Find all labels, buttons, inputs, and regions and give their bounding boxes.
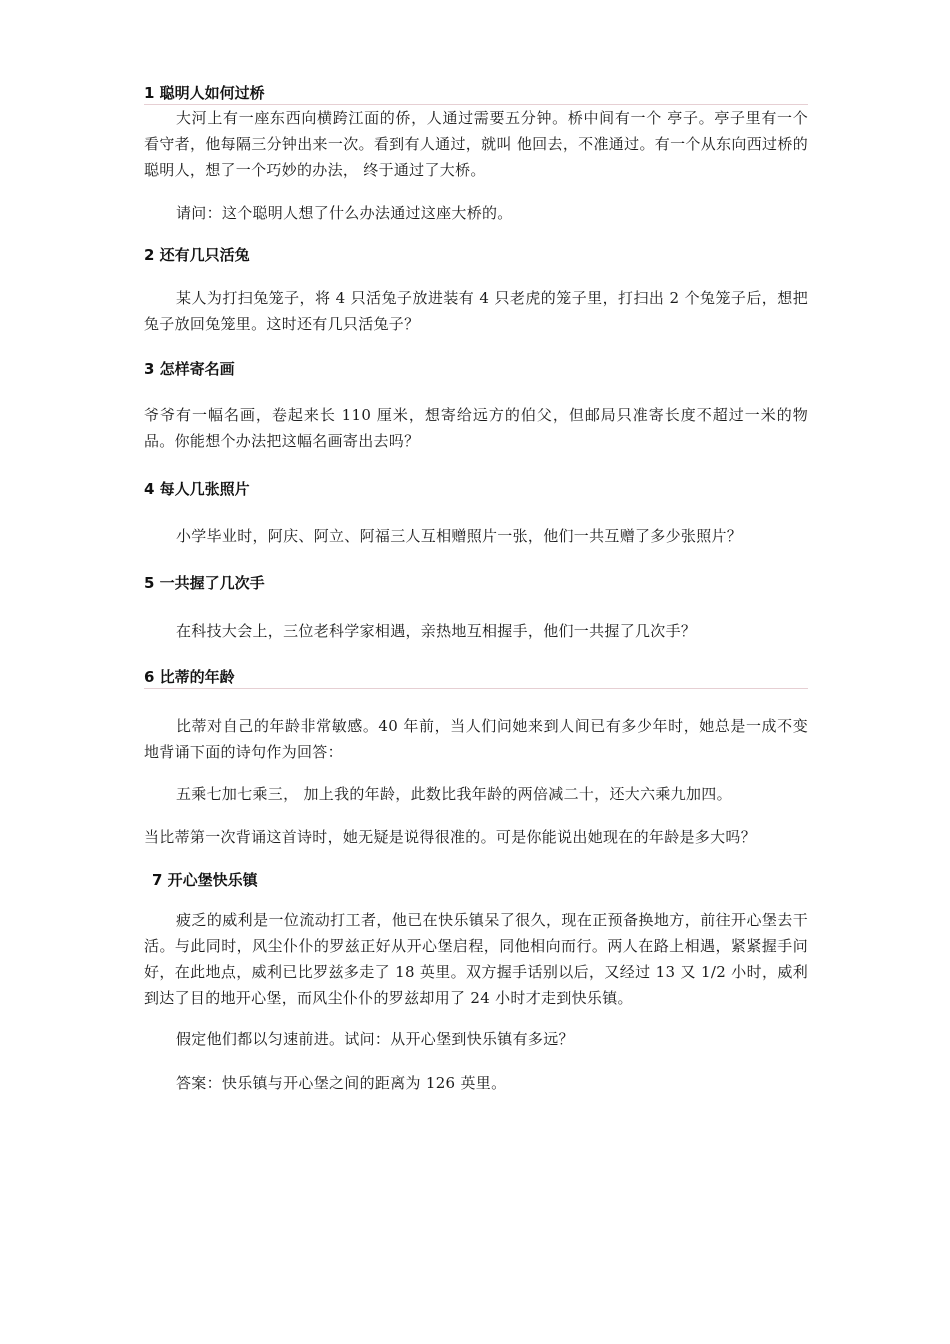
section-5-paragraph-1: 在科技大会上，三位老科学家相遇，亲热地互相握手，他们一共握了几次手？ [176,622,697,640]
section-5-heading: 5 一共握了几次手 [144,574,265,592]
section-6-paragraph-3: 当比蒂第一次背诵这首诗时，她无疑是说得很准的。可是你能说出她现在的年龄是多大吗？ [144,828,757,846]
section-6-paragraph-2: 五乘七加七乘三， 加上我的年龄，此数比我年龄的两倍减二十，还大六乘九加四。 [176,785,732,803]
section-3-paragraph-1: 爷爷有一幅名画，卷起来长 110 厘米，想寄给远方的伯父，但邮局只准寄长度不超过一米的物品。你能想个办法把这幅名画寄出去吗？ [144,406,808,450]
section-6-heading: 6 比蒂的年龄 [144,667,808,689]
section-7-heading: 7 开心堡快乐镇 [152,871,258,889]
section-6-paragraph-1: 比蒂对自己的年龄非常敏感。40 年前，当人们问她来到人间已有多少年时，她总是一成不变地背诵下面的诗句作为回答： [144,717,808,761]
section-7-answer: 答案：快乐镇与开心堡之间的距离为 126 英里。 [176,1074,507,1092]
section-2-paragraph-1: 某人为打扫兔笼子，将 4 只活兔子放进装有 4 只老虎的笼子里，打扫出 2 个兔笼子后，想把兔子放回兔笼里。这时还有几只活兔子？ [144,289,808,333]
section-1-heading: 1 聪明人如何过桥 [144,83,808,105]
section-1-paragraph-1: 大河上有一座东西向横跨江面的侨，人通过需要五分钟。桥中间有一个 亭子。亭子里有一个看守者，他每隔三分钟出来一次。看到有人通过，就叫 他回去，不准通过。有一个从东向西过桥的聪明人，想了一个巧妙的办法， 终于通过了大桥。 [144,109,808,179]
section-2-heading: 2 还有几只活兔 [144,246,250,264]
section-7-paragraph-2: 假定他们都以匀速前进。试问：从开心堡到快乐镇有多远？ [176,1030,574,1048]
section-7-paragraph-1: 疲乏的威利是一位流动打工者，他已在快乐镇呆了很久，现在正预备换地方，前往开心堡去干活。与此同时，风尘仆仆的罗兹正好从开心堡启程，同他相向而行。两人在路上相遇，紧紧握手问好，在此地点，威利已比罗兹多走了 18 英里。双方握手话别以后，又经过 13 又 1/2 小时，威利到达了目的地开心堡，而风尘仆仆的罗兹却用了 24 小时才走到快乐镇。 [144,911,808,1007]
section-4-heading: 4 每人几张照片 [144,480,250,498]
section-1-paragraph-2: 请问：这个聪明人想了什么办法通过这座大桥的。 [176,204,513,222]
section-3-heading: 3 怎样寄名画 [144,360,235,378]
section-4-paragraph-1: 小学毕业时，阿庆、阿立、阿福三人互相赠照片一张，他们一共互赠了多少张照片？ [176,527,743,545]
